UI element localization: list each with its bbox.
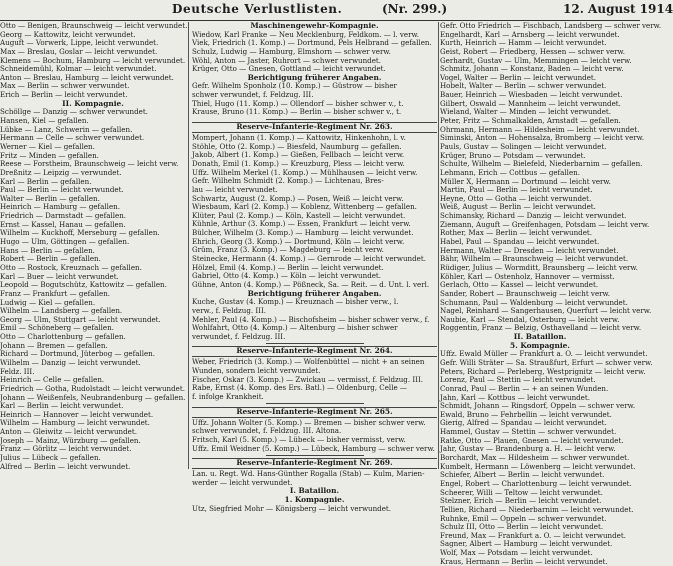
regiment-heading: Reserve-Infanterie-Regiment Nr. 265. xyxy=(192,407,437,418)
entry-line: Hans — Berlin — gefallen. xyxy=(0,245,95,255)
entry-line: Max — Berlin — schwer verwundet. xyxy=(0,81,130,91)
entry-line: Hansen, Kiel — gefallen. xyxy=(0,116,89,126)
entry-line: Wohlfahrt, Otto (4. Komp.) — Altenburg — bisher schwer xyxy=(192,323,398,333)
entry-line: Georg — Kattowitz, leicht verwundet. xyxy=(0,29,136,39)
entry-line: Heinrich — Celle — gefallen. xyxy=(0,375,105,385)
page-header xyxy=(0,0,673,21)
entry-line: Ziemann, Auguft — Greifenhagen, Potsdam — leicht verw. xyxy=(440,219,650,229)
entry-line: Friedrich — Gotha, Rudolstadt — leicht verwundet. xyxy=(0,383,185,393)
section-separator xyxy=(192,453,437,457)
entry-line: Klüter, Paul (2. Komp.) — Köln, Kastell — leicht verwundet. xyxy=(192,210,406,220)
entry-line: Otto — Rostock, Kreuznach — gefallen. xyxy=(0,262,142,272)
entry-line: Donath, Emil (1. Komp.) — Kreuzburg, Pless — leicht verw. xyxy=(192,158,405,168)
entry-line: Martin, Paul — Berlin — leicht verwundet. xyxy=(440,185,593,195)
entry-line: Thiel, Hugo (11. Komp.) — Ollendorf — bisher schwer v., t. xyxy=(192,98,404,108)
entry-line: Alfred — Berlin — leicht verwundet. xyxy=(0,461,131,471)
entry-line: Wilhelm — Hamburg — leicht verwundet. xyxy=(0,418,150,428)
entry-line: Jahr, Gustav — Brandenburg a. H. — leicht verw. xyxy=(440,444,616,454)
entry-line: verw., f. Feldzug. III. xyxy=(192,305,267,315)
entry-line: Schöllge — Danzig — schwer verwundet. xyxy=(0,107,148,117)
entry-line: Schulte, Wilhelm — Bielefeld, Niederbarnim — gefallen. xyxy=(440,159,643,169)
section-heading: II. Kompagnie. xyxy=(62,98,124,108)
section-heading: Berichtigung früherer Angaben. xyxy=(247,72,382,82)
entry-line: Gefr. Wilhelm Schmidt (2. Komp.) — Lichtenau, Bres- xyxy=(192,176,384,186)
section-heading: 1. Kompagnie. xyxy=(284,495,345,505)
entry-line: Krüger, Bruno — Potsdam — verwundet. xyxy=(440,150,586,160)
entry-line: Anton — Breslau, Hamburg — leicht verwundet. xyxy=(0,72,174,82)
entry-line: Uffz. Emil Weidner (5. Komp.) — Lübeck, Hamburg — schwer verw. xyxy=(192,443,435,453)
entry-line: Franz — Frankfurt — gefallen. xyxy=(0,288,111,298)
entry-line: Kuche, Gustav (4. Komp.) — Kreuznach — bisher verw., l. xyxy=(192,297,399,307)
entry-line: Naubie, Karl — Stendal, Osterburg — leicht verw. xyxy=(440,314,620,324)
entry-line: Gühne, Anton (4. Komp.) — Pößneck, Sa. — Reit. — d. Unt. l. verl. xyxy=(192,279,430,289)
entry-line: Hugo — Ulm, Göttingen — gefallen. xyxy=(0,237,130,247)
entry-line: Bauer, Heinrich — Wiesbaden — leicht verwundet. xyxy=(440,90,623,100)
entry-line: Ludwig — Kiel — gefallen. xyxy=(0,297,96,307)
entry-line: Schumann, Paul — Waldenburg — leicht verwundet. xyxy=(440,297,628,307)
entry-line: Pauls, Gustav — Solingen — leicht verwundet. xyxy=(440,141,607,151)
section-separator xyxy=(192,117,437,121)
entry-line: Gefr. Otto Friedrich — Fischbach, Landsberg — schwer verw. xyxy=(440,21,662,30)
entry-line: Hermann, Walter — Dresden — leicht verwundet. xyxy=(440,245,619,255)
section-heading: I. Bataillon. xyxy=(289,486,340,496)
entry-line: Weber, Friedrich (3. Komp.) — Wolfenbüttel — nicht + an seinen xyxy=(192,357,425,367)
entry-line: Siminski, Anton — Hohensalza, Bromberg — leicht verw. xyxy=(440,133,645,143)
entry-line: Ohrmann, Hermann — Hildesheim — leicht verwundet. xyxy=(440,124,640,134)
entry-line: Hölzel, Emil (4. Komp.) — Berlin — leicht verwundet. xyxy=(192,262,384,272)
entry-line: Feldz. III. xyxy=(0,366,35,376)
section-heading: Berichtigung früherer Angaben. xyxy=(247,288,382,298)
entry-line: Hobelt, Walter — Berlin — schwer verwundet. xyxy=(440,81,607,91)
entry-line: Uffz. Ewald Müller — Frankfurt a. O. — leicht verwundet. xyxy=(440,349,648,359)
entry-line: Schmidt, Johann — Ringsdorf, Oppeln — schwer verw. xyxy=(440,401,636,411)
entry-line: Wolf, Max — Potsdam — leicht verwundet. xyxy=(440,548,593,558)
entry-line: Lübke — Lanz, Schwerin — gefallen. xyxy=(0,124,133,134)
entry-line: Tellien, Richard — Niederbarnim — leicht verwundet. xyxy=(440,504,634,514)
entry-line: Jahn, Karl — Kottbus — leicht verwundet. xyxy=(440,392,590,402)
entry-line: Borchardt, Max — Hildesheim — schwer verwundet. xyxy=(440,453,630,463)
entry-line: Gefr. Willi Sträter — Sa. Straußfurt, Erfurt — schwer verw. xyxy=(440,357,653,367)
entry-line: Karl — Berlin — gefallen. xyxy=(0,176,92,186)
entry-line: Scheerer, Willi — Teltow — leicht verwundet. xyxy=(440,487,603,497)
entry-line: Schneidemühl, Kolmar — leicht verwundet. xyxy=(0,64,157,74)
entry-line: Viek, Friedrich (1. Komp.) — Dortmund, Pels Helbrand — gefallen. xyxy=(192,38,432,48)
entry-line: Johann — Weißenfels, Neubrandenburg — gefallen. xyxy=(0,392,186,402)
entry-line: Gilbert, Oswald — Mannheim — leicht verwundet. xyxy=(440,98,621,108)
entry-line: Heinrich — Hannover — leicht verwundet. xyxy=(0,409,154,419)
entry-line: Bülcher, Wilhelm (3. Komp.) — Hamburg — leicht verwundet. xyxy=(192,228,414,238)
entry-line: Schwartz, August (2. Komp.) — Posen, Weiß — leicht verw. xyxy=(192,193,404,203)
entry-line: Stöhle, Otto (2. Komp.) — Biesfeld, Naumburg — gefallen. xyxy=(192,141,402,151)
entry-line: Klemens — Bochum, Hamburg — leicht verwundet. xyxy=(0,55,186,65)
entry-line: Rabe, Ernst (4. Komp. des Ers. Batl.) — Oldenburg, Celle — xyxy=(192,383,408,393)
entry-line: Emil — Schöneberg — gefallen. xyxy=(0,323,114,333)
entry-line: Robert — Berlin — gefallen. xyxy=(0,254,101,264)
entry-line: Wunden, sondern leicht verwundet. xyxy=(192,366,321,376)
entry-line: Mompert, Johann (1. Komp.) — Kattowitz, Hinkenhohn, l. v. xyxy=(192,133,406,143)
entry-line: Lan. u. Regt. Wd. Hans-Günther Rogalla (Stab) — Kulm, Marien- xyxy=(192,469,425,479)
entry-line: Gerhardt, Gustav — Ulm, Memmingen — leicht verw. xyxy=(440,55,632,65)
column-2 xyxy=(192,21,437,513)
entry-line: Roggentin, Franz — Belzig, Osthavelland — leicht verw. xyxy=(440,323,642,333)
entry-line: Bähr, Wilhelm — Braunschweig — leicht verwundet. xyxy=(440,254,629,264)
entry-line: Peters, Richard — Perleberg, Westprignitz — leicht verw. xyxy=(440,366,646,376)
regiment-heading: Reserve-Infanterie-Regiment Nr. 269. xyxy=(192,458,437,469)
entry-line: Fritsch, Karl (5. Komp.) — Lübeck — bisher vermisst, verw. xyxy=(192,434,406,444)
entry-line: Wilhelm — Danzig — leicht verwundet. xyxy=(0,357,141,367)
entry-line: Rüdiger, Julius — Wormditt, Braunsberg — leicht verw. xyxy=(440,262,638,272)
column-3 xyxy=(440,21,662,566)
entry-line: schwer verwundet, f. Feldzug. III. xyxy=(192,90,314,100)
column-divider xyxy=(438,22,439,469)
entry-line: Dreßnitz — Leipzig — verwundet. xyxy=(0,167,122,177)
issue-number: (Nr. 299.) xyxy=(382,2,448,16)
entry-line: Wilhelm — Landsberg — gefallen. xyxy=(0,306,123,316)
entry-line: Köhler, Karl — Ostenholz, Hannover — vermisst. xyxy=(440,271,615,281)
entry-line: Werner — Kiel — gefallen. xyxy=(0,141,95,151)
entry-line: Engelhardt, Karl — Arnsberg — leicht verwundet. xyxy=(440,29,620,39)
entry-line: Schiefer, Albert — Berlin — leicht verwundet. xyxy=(440,470,605,480)
publication-title: Deutsche Verlustlisten. xyxy=(172,2,343,16)
entry-line: werder — leicht verwundet. xyxy=(192,477,293,487)
entry-line: Auguft — Vorwerk, Lippe, leicht verwundet. xyxy=(0,38,159,48)
entry-line: Peter, Fritz — Schmalkalden, Arnstadt — gefallen. xyxy=(440,116,621,126)
entry-line: Ehrich, Georg (3. Komp.) — Dortmund, Köln — leicht verw. xyxy=(192,236,405,246)
entry-line: Gefr. Wilhelm Sponholz (10. Komp.) — Güstrow — bisher xyxy=(192,81,397,91)
entry-line: Fischer, Oskar (3. Komp.) — Zwickau — vermisst, f. Feldzug. III. xyxy=(192,374,424,384)
section-heading: Maschinengewehr-Kompagnie. xyxy=(250,21,379,30)
section-heading: II. Bataillon. xyxy=(513,332,567,342)
entry-line: Ernst — Kassel, Hanau — gefallen. xyxy=(0,219,126,229)
issue-date: 12. August 1914 xyxy=(563,2,673,16)
entry-line: Weiß, August — Berlin — leicht verwundet. xyxy=(440,202,596,212)
regiment-heading: Reserve-Infanterie-Regiment Nr. 264. xyxy=(192,346,437,357)
entry-line: Geist, Robert — Friedberg, Hessen — schwer verw. xyxy=(440,46,626,56)
entry-line: Vogel, Walter — Berlin — leicht verwundet. xyxy=(440,72,597,82)
entry-line: Richard — Dortmund, Jüterbog — gefallen. xyxy=(0,349,155,359)
entry-line: Uffz. Johann Wolter (5. Komp.) — Bremen — bisher schwer verw. xyxy=(192,417,426,427)
entry-line: Habel, Paul — Spandau — leicht verwundet. xyxy=(440,237,600,247)
entry-line: Steinecke, Hermann (4. Komp.) — Gernrode — leicht verwundet. xyxy=(192,254,426,264)
entry-line: Schulz III, Otto — Berlin — leicht verwundet. xyxy=(440,522,604,532)
entry-line: Heinrich — Hamburg — gefallen. xyxy=(0,202,120,212)
column-divider xyxy=(188,22,189,469)
entry-line: Schmitz, Johann — Konstanz, Baden — leicht verw. xyxy=(440,64,624,74)
entry-line: Fritz — Minden — gefallen. xyxy=(0,150,99,160)
entry-line: Utz, Siegfried Mohr — Königsberg — leicht verwundet. xyxy=(192,503,392,513)
entry-line: Anton — Gleiwitz — leicht verwundet. xyxy=(0,427,137,437)
entry-line: lau — leicht verwundet. xyxy=(192,184,278,194)
entry-line: Kurth, Heinrich — Hamm — leicht verwundet. xyxy=(440,38,607,48)
section-separator xyxy=(192,402,437,406)
entry-line: Grüm, Franz (3. Komp.) — Magdeburg — leicht verw. xyxy=(192,245,384,255)
entry-line: Franz — Görlitz — leicht verwundet. xyxy=(0,444,132,454)
entry-line: Mehler, Paul (4. Komp.) — Bischofsheim — bisher schwer verw., f. xyxy=(192,314,430,324)
entry-line: Kumbelt, Hermann — Löwenberg — leicht verwundet. xyxy=(440,461,636,471)
entry-line: Karl — Buer — leicht verwundet. xyxy=(0,271,119,281)
entry-line: Friedrich — Darmstadt — gefallen. xyxy=(0,211,127,221)
column-1 xyxy=(0,22,186,469)
entry-line: Reese — Forstheim, Braunschweig — leicht verw. xyxy=(0,159,179,169)
entry-line: Hermann — Celle — schwer verwundet. xyxy=(0,133,145,143)
entry-line: Wieland, Walter — Minden — leicht verwundet. xyxy=(440,107,612,117)
entry-line: Georg — Ulm, Stuttgart — leicht verwundet. xyxy=(0,314,161,324)
entry-line: Lehmann, Erich — Cottbus — gefallen. xyxy=(440,167,580,177)
entry-line: f. infolge Krankheit. xyxy=(192,391,264,401)
entry-line: Wiedow, Karl Franke — Neu Mecklenburg, Feldkom. — l. verw. xyxy=(192,29,419,39)
entry-line: Wiesbaum, Karl (2. Komp.) — Koblenz, Wittenberg — gefallen. xyxy=(192,202,417,212)
entry-line: Ewald, Bruno — Fehrbellin — leicht verwundet. xyxy=(440,409,612,419)
entry-line: Julius — Lübeck — gefallen. xyxy=(0,453,101,463)
entry-line: verwundet, f. Feldzug. III. xyxy=(192,331,286,341)
entry-line: Krüger, Otto — Gnesen, Gottland — leicht verwundet. xyxy=(192,64,386,74)
entry-line: Wilhelm — Kuckhoff, Merseburg — gefallen. xyxy=(0,228,160,238)
entry-line: Otto — Benigen, Braunschweig — leicht verwundet. xyxy=(0,21,188,30)
entry-line: Wöhl, Anton — Jaster, Ruhrort — schwer verwundet. xyxy=(192,55,382,65)
entry-line: Gerlach, Otto — Kassel — leicht verwundet. xyxy=(440,280,599,290)
entry-line: Sagner, Albert — Hamburg — leicht verwundet. xyxy=(440,539,613,549)
entry-line: Johann — Bremen — gefallen. xyxy=(0,340,108,350)
entry-line: Max — Breslau, Goslar — leicht verwundet. xyxy=(0,46,158,56)
entry-line: Otto — Charlottenburg — gefallen. xyxy=(0,332,126,342)
entry-line: Gierig, Alfred — Spandau — leicht verwundet. xyxy=(440,418,607,428)
entry-line: Karl — Berlin — leicht verwundet. xyxy=(0,401,124,411)
entry-line: Conrad, Paul — Berlin — + an seinen Wunden. xyxy=(440,383,609,393)
entry-line: Heyne, Otto — Gotha — leicht verwundet. xyxy=(440,193,592,203)
regiment-heading: Reserve-Infanterie-Regiment Nr. 263. xyxy=(192,122,437,133)
entry-line: Kraus, Hermann — Berlin — leicht verwundet. xyxy=(440,556,608,566)
entry-line: Rother, Max — Berlin — leicht verwundet. xyxy=(440,228,592,238)
entry-line: Hammel, Gustav — Stettin — schwer verwundet. xyxy=(440,427,617,437)
entry-line: Kühnle, Arthur (3. Komp.) — Essen, Frankfurt — leicht verw. xyxy=(192,219,411,229)
entry-line: Engel, Robert — Charlottenburg — leicht verwundet. xyxy=(440,478,632,488)
entry-line: Freund, Max — Frankfurt a. O. — leicht verwundet. xyxy=(440,530,626,540)
entry-line: Lorenz, Paul — Stettin — leicht verwundet. xyxy=(440,375,596,385)
section-heading: 5. Kompagnie. xyxy=(510,340,570,350)
entry-line: Joseph — Mainz, Würzburg — gefallen. xyxy=(0,435,141,445)
entry-line: Uffz. Wilhelm Merkel (1. Komp.) — Mühlhausen — leicht verw. xyxy=(192,167,418,177)
section-separator xyxy=(192,341,437,345)
entry-line: Gabriel, Otto (4. Komp.) — Köln — leicht verwundet. xyxy=(192,271,382,281)
entry-line: Ratke, Otto — Plauen, Gnesen — leicht verwundet. xyxy=(440,435,624,445)
entry-line: Walter — Berlin — gefallen. xyxy=(0,193,100,203)
entry-line: Ruhnke, Emil — Oppeln — schwer verwundet. xyxy=(440,513,607,523)
entry-line: Stelzner, Erich — Berlin — leicht verwundet. xyxy=(440,496,602,506)
entry-line: Schulz, Ludwig — Hamburg, Elmshorn — schwer verw. xyxy=(192,46,391,56)
entry-line: Krause, Bruno (11. Komp.) — Berlin — bisher schwer v., t. xyxy=(192,107,402,117)
entry-line: Sander, Robert — Braunschweig — leicht verw. xyxy=(440,288,611,298)
entry-line: schwer verwundet, f. Feldzug. III. Altona. xyxy=(192,426,342,436)
entry-line: Leopold — Bogutschütz, Kattowitz — gefallen. xyxy=(0,280,167,290)
entry-line: Erich — Berlin — leicht verwundet. xyxy=(0,90,128,100)
entry-line: Müller X, Hermann — Dortmund — leicht verw. xyxy=(440,176,611,186)
entry-line: Jakob, Albert (1. Komp.) — Gießen, Fellbach — leicht verw. xyxy=(192,150,405,160)
entry-line: Paul — Berlin — leicht verwundet. xyxy=(0,185,124,195)
entry-line: Nagel, Reinhard — Sangerhausen, Querfurt — leicht verw. xyxy=(440,306,652,316)
entry-line: Schimansky, Richard — Danzig — leicht verwundet. xyxy=(440,211,627,221)
